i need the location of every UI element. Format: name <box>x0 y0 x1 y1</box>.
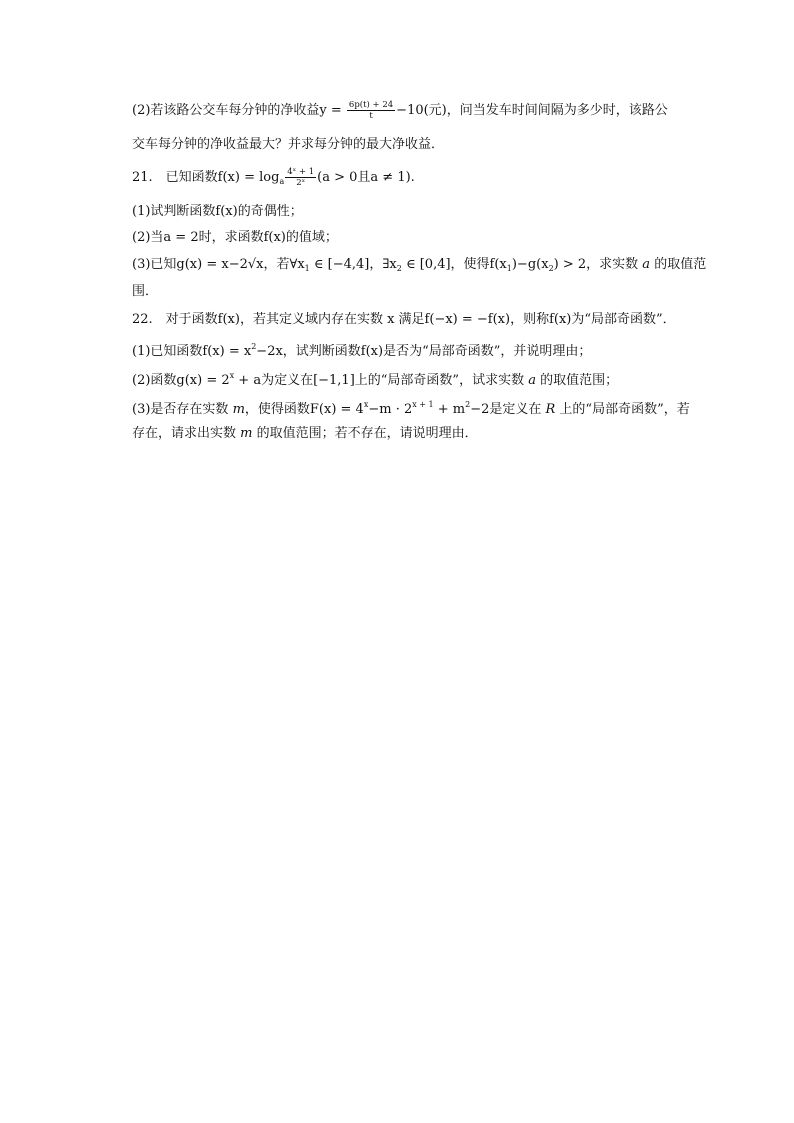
log-base: a <box>279 177 285 186</box>
text: −m · 2 <box>368 402 413 417</box>
q21-intro <box>132 167 415 191</box>
variable: m <box>232 402 245 417</box>
q22-intro: 22. 对于函数f(x)，若其定义域内存在实数 x 满足f(−x) = −f(x)，则称f(x)为“局部奇函数”． <box>132 312 676 327</box>
text: )−g(x <box>511 257 549 272</box>
fraction-denominator: t <box>369 111 373 121</box>
text: 存在，请求出实数 <box>132 426 241 441</box>
text: −10(元)，问当发车时间间隔为多少时，该路公 <box>396 103 668 118</box>
variable: R <box>545 402 556 417</box>
q22-part3-line1 <box>132 396 690 419</box>
text: + a为定义在[−1,1]上的“局部奇函数”，试求实数 <box>234 373 529 388</box>
text: 的取值范围；若不存在，请说明理由． <box>252 426 478 441</box>
q20-part2-line1 <box>132 100 668 121</box>
text: ，使得函数F(x) = 4 <box>244 402 364 417</box>
superscript: 2 <box>251 342 257 351</box>
q22-part1 <box>132 338 591 361</box>
text: −2x，试判断函数f(x)是否为“局部奇函数”，并说明理由； <box>256 344 592 359</box>
subscript: 1 <box>304 264 310 273</box>
text: −2是定义在 <box>470 402 546 417</box>
superscript: x + 1 <box>412 400 434 409</box>
q22-part2 <box>132 367 618 390</box>
q21-part3-line2: 围． <box>132 284 159 299</box>
subscript: 2 <box>548 264 554 273</box>
fraction <box>347 100 395 121</box>
superscript: x <box>229 371 235 380</box>
text: (3)已知g(x) = x−2√x，若∀x <box>132 257 305 272</box>
text: ∈ [0,4]，使得f(x <box>401 257 507 272</box>
text: (2)若该路公交车每分钟的净收益y = <box>132 103 346 118</box>
q22-part3-line2 <box>132 425 478 443</box>
q21-part1: (1)试判断函数f(x)的奇偶性； <box>132 204 303 219</box>
variable: a <box>528 373 536 388</box>
text: 的取值范 <box>650 257 707 272</box>
variable: m <box>240 426 253 441</box>
text: 上的“局部奇函数”，若 <box>555 402 690 417</box>
q21-part3-line1 <box>132 256 706 278</box>
fraction <box>285 167 316 188</box>
superscript: x <box>363 400 369 409</box>
text: 的取值范围； <box>535 373 619 388</box>
text: ) > 2，求实数 <box>553 257 643 272</box>
q20-part2-line2: 交车每分钟的净收益最大？并求每分钟的最大净收益． <box>132 137 445 152</box>
subscript: 2 <box>396 264 402 273</box>
q21-part2: (2)当a = 2时，求函数f(x)的值域； <box>132 230 338 245</box>
text: ∈ [−4,4]，∃x <box>309 257 397 272</box>
text: 21. 已知函数f(x) = log <box>132 170 280 185</box>
superscript: 2 <box>465 400 471 409</box>
text: (1)已知函数f(x) = x <box>132 344 252 359</box>
text: + m <box>433 402 466 417</box>
fraction-numerator: 4ˣ + 1 <box>287 167 315 177</box>
fraction-denominator: 2ˣ <box>296 178 306 188</box>
text: (a > 0且a ≠ 1). <box>317 170 415 185</box>
text: (3)是否存在实数 <box>132 402 233 417</box>
subscript: 1 <box>506 264 512 273</box>
fraction-numerator: 6p(t) + 24 <box>348 100 394 110</box>
variable: a <box>642 257 651 272</box>
text: (2)函数g(x) = 2 <box>132 373 230 388</box>
